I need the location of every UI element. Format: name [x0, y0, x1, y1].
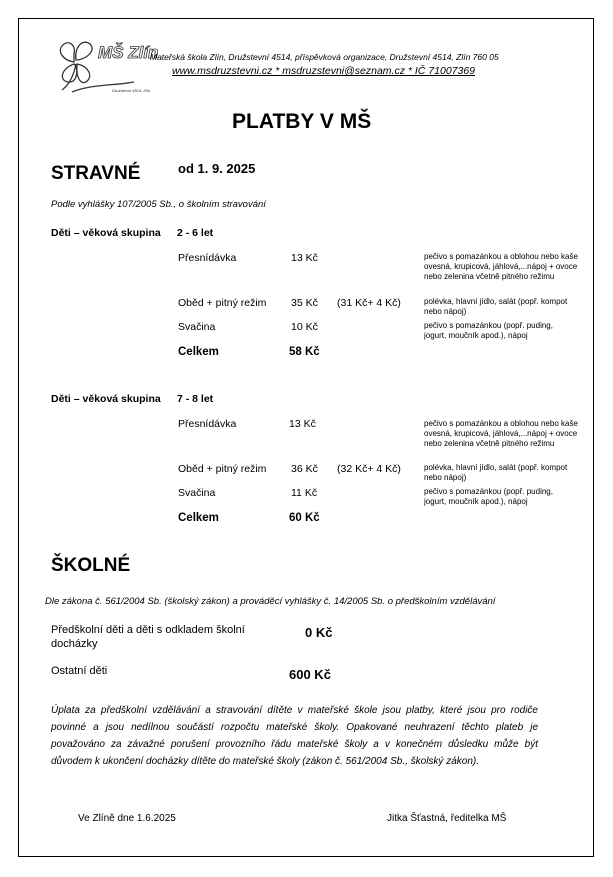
school-address: Mateřská škola Zlín, Družstevní 4514, příspěvková organizace, Družstevní 4514, Zlín 760 05 [150, 52, 499, 62]
meal-price: 11 Kč [291, 487, 318, 499]
total-value: 58 Kč [289, 346, 320, 358]
page-title: PLATBY V MŠ [232, 110, 372, 133]
fee-label: Předškolní děti a děti s odkladem školní docházky [51, 624, 245, 650]
fee-value: 600 Kč [289, 667, 331, 682]
svg-text:MŠ Zlín: MŠ Zlín [98, 43, 159, 62]
meal-price: 13 Kč [291, 252, 318, 264]
meal-note: polévka, hlavní jídlo, salát (popř. kompot nebo nápoj) [424, 463, 568, 482]
meal-note: pečivo s pomazánkou (popř. puding, jogurt, moučník apod.), nápoj [424, 321, 553, 340]
meal-name: Svačina [178, 487, 216, 499]
total-label: Celkem [178, 512, 219, 524]
clover-logo [52, 32, 159, 96]
group-label: Děti – věková skupina [51, 227, 161, 239]
skolne-law: Dle zákona č. 561/2004 Sb. (školský zákon) a prováděcí vyhlášky č. 14/2005 Sb. o předškolním vzdělávání [45, 596, 496, 607]
meal-note: pečivo s pomazánkou a oblohou nebo kaše ovesná, krupicová, jáhlová,...nápoj + ovoce nebo zelenina včetně pitného režimu [424, 419, 578, 448]
meal-split: (31 Kč+ 4 Kč) [337, 297, 401, 309]
total-value: 60 Kč [289, 512, 320, 524]
meal-note: pečivo s pomazánkou a oblohou nebo kaše ovesná, krupicová, jáhlová,...nápoj + ovoce nebo zelenina včetně pitného režimu [424, 252, 578, 281]
payment-note: Úplata za předškolní vzdělávání a stravování dítěte v mateřské škole jsou platby, které jsou pro rodiče povinné a jsou nedílnou součástí rozpočtu mateřské školy. Opakované neuhrazení těchto plateb je považováno za závažné porušení provozního řádu mateřské školy a v konečném důsledku může být důvodem k ukončení docházky dítěte do mateřské školy (zákon č. 561/2004 Sb., školský zákon). [51, 705, 538, 767]
fee-value: 0 Kč [305, 625, 333, 640]
group-ages: 7 - 8 let [177, 393, 214, 405]
skolne-heading: ŠKOLNÉ [51, 555, 131, 576]
meal-name: Oběd + pitný režim [178, 297, 267, 309]
meal-name: Svačina [178, 321, 216, 333]
svg-text:Družstevní 4514, Zlín: Družstevní 4514, Zlín [112, 88, 151, 93]
meal-name: Přesnídávka [178, 252, 237, 264]
school-contacts[interactable]: www.msdruzstevni.cz * msdruzstevni@seznam.cz * IČ 71007369 [172, 65, 476, 77]
signature: Jitka Šťastná, ředitelka MŠ [387, 813, 507, 824]
meal-price: 13 Kč [289, 418, 316, 430]
meal-note: pečivo s pomazánkou (popř. puding, jogurt, moučník apod.), nápoj [424, 487, 553, 506]
total-label: Celkem [178, 346, 219, 358]
group-ages: 2 - 6 let [177, 227, 214, 239]
meal-price: 10 Kč [291, 321, 318, 333]
meal-note: polévka, hlavní jídlo, salát (popř. kompot nebo nápoj) [424, 297, 568, 316]
meal-name: Oběd + pitný režim [178, 463, 267, 475]
meal-split: (32 Kč+ 4 Kč) [337, 463, 401, 475]
stravne-since: od 1. 9. 2025 [178, 161, 256, 176]
stravne-heading: STRAVNÉ [51, 163, 141, 184]
fee-label: Ostatní děti [51, 665, 108, 677]
meal-price: 36 Kč [291, 463, 318, 475]
place-date: Ve Zlíně dne 1.6.2025 [78, 813, 176, 824]
meal-name: Přesnídávka [178, 418, 237, 430]
stravne-law: Podle vyhlášky 107/2005 Sb., o školním stravování [51, 199, 266, 210]
group-label: Děti – věková skupina [51, 393, 161, 405]
meal-price: 35 Kč [291, 297, 318, 309]
